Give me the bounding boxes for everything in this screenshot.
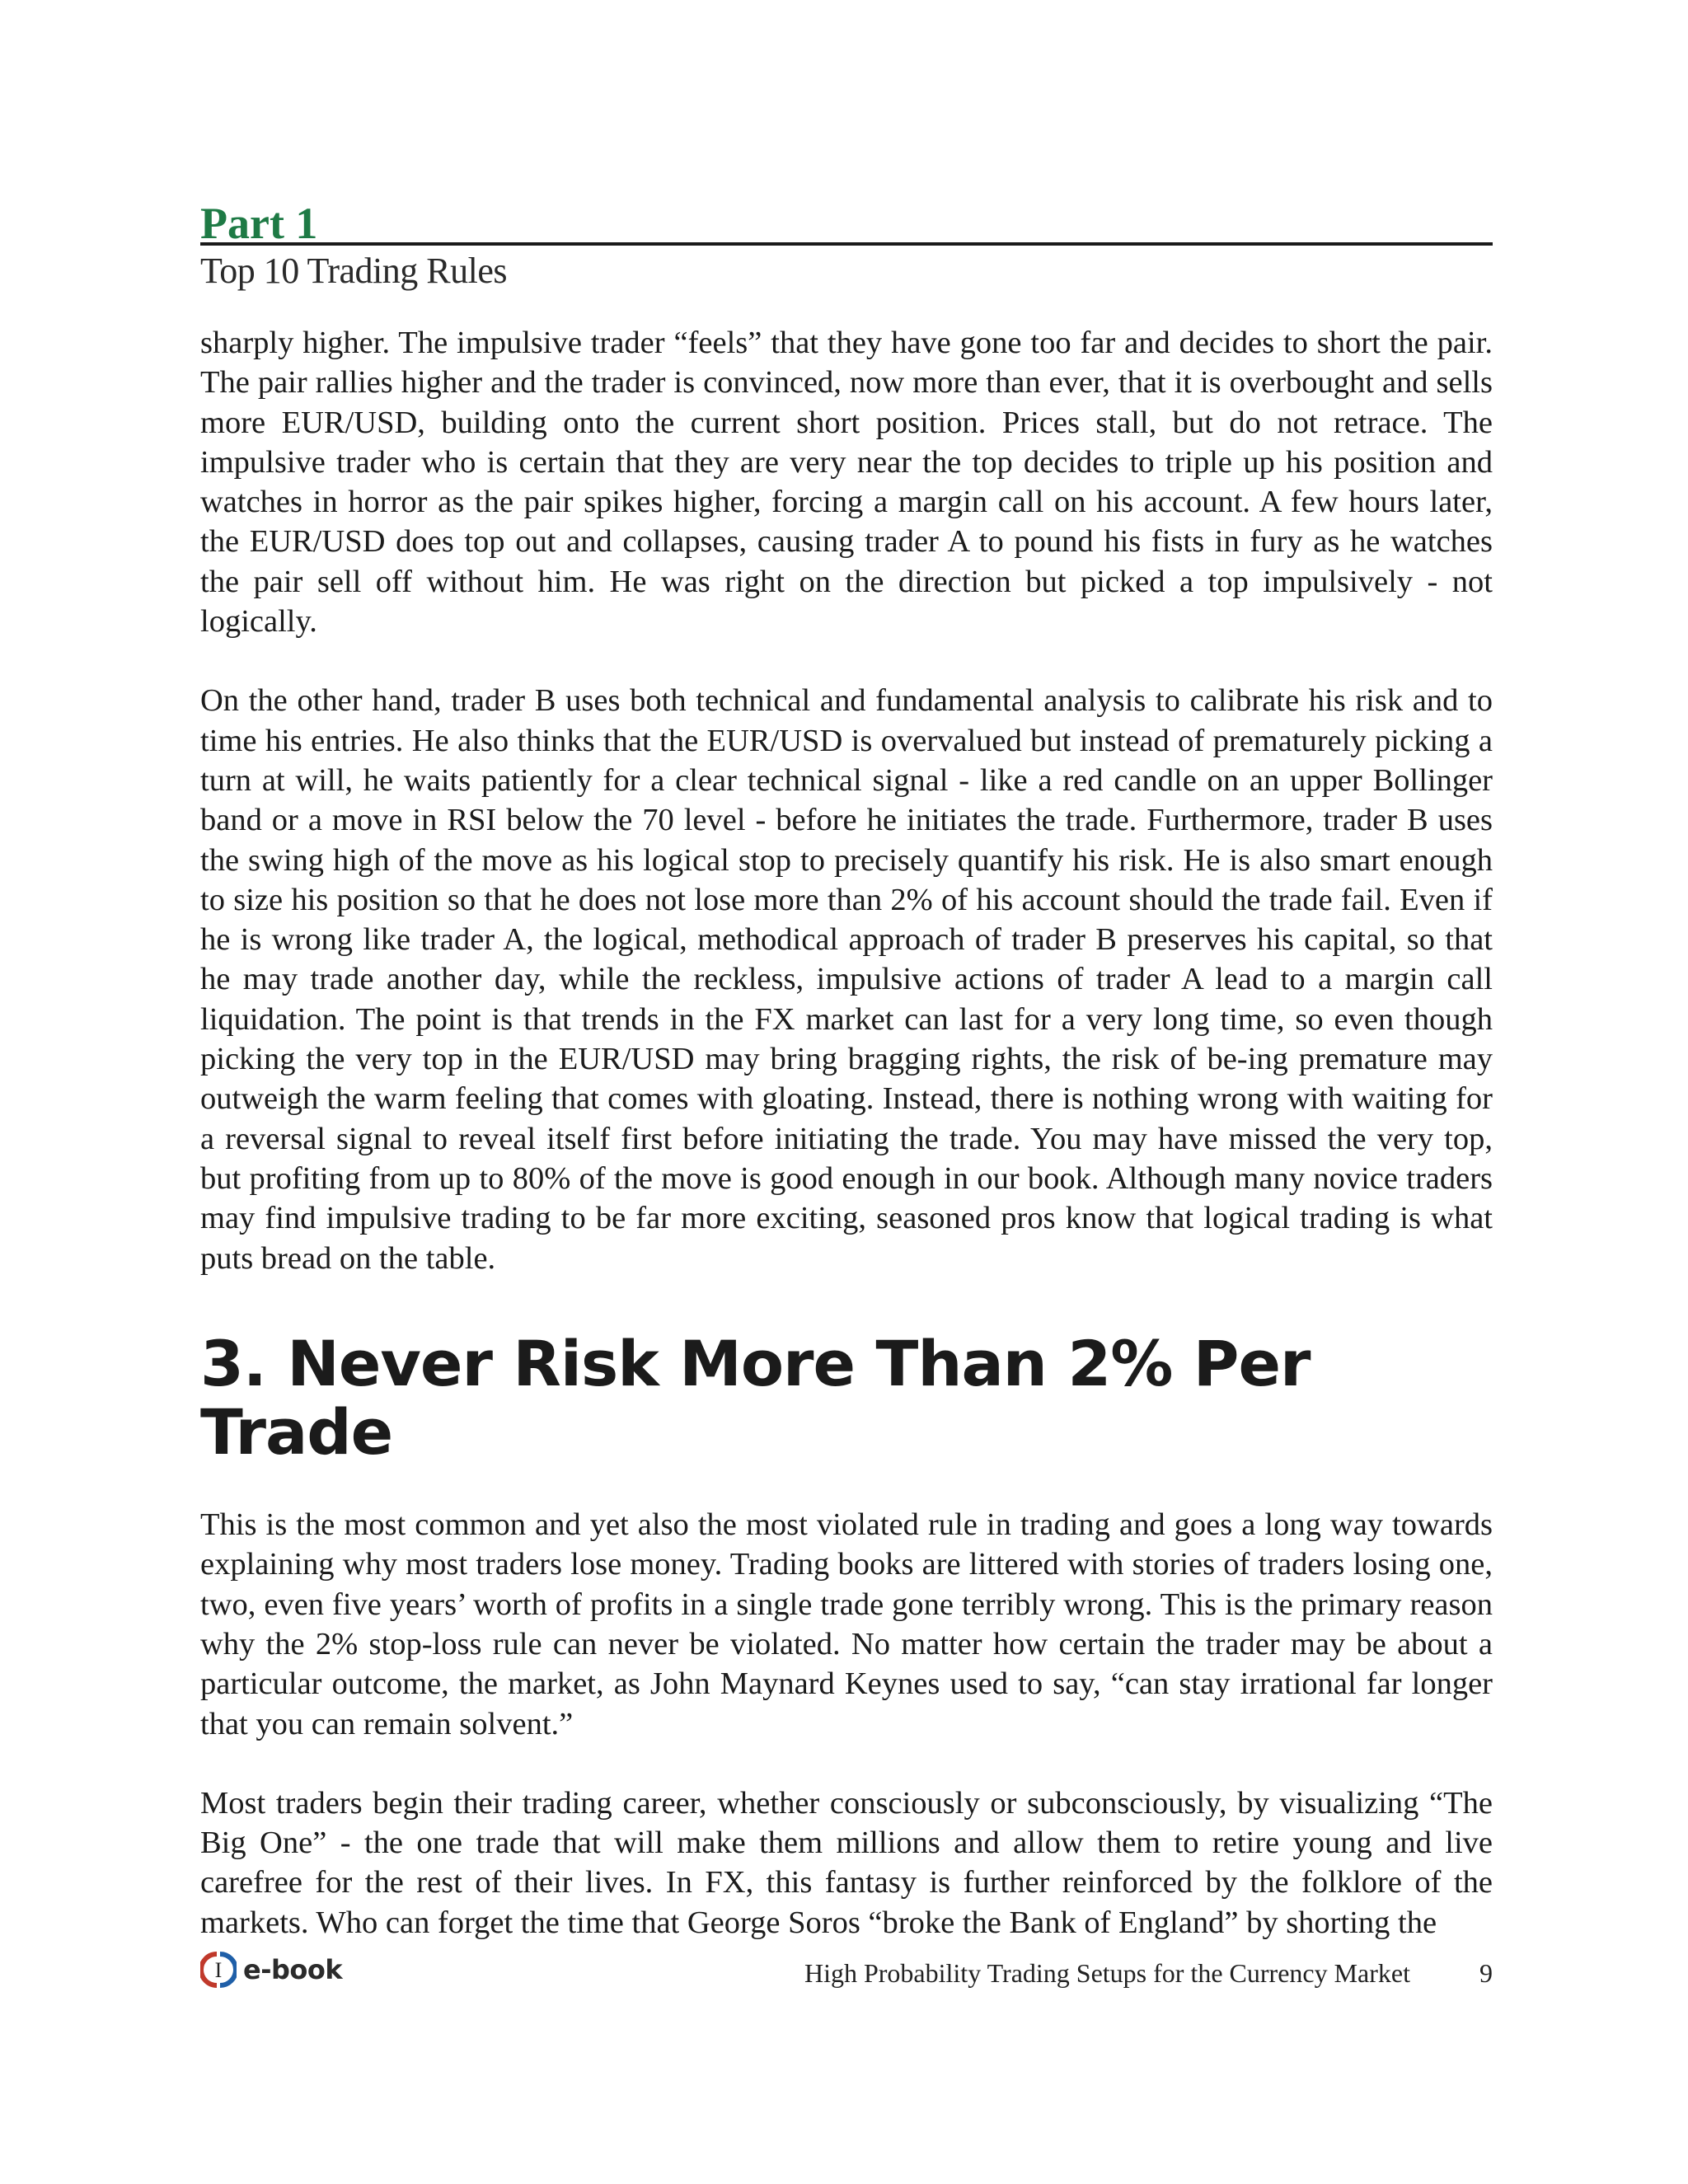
ebook-logo-icon <box>200 1952 237 1988</box>
section-heading: 3. Never Risk More Than 2% Per Trade <box>200 1326 1311 1469</box>
paragraph: On the other hand, trader B uses both technical and fundamental analysis to calibrate his risk and to time his entries. He also thinks that the EUR/USD is overvalued but instead of prematurely picking a turn at will, he waits patiently for a clear technical signal - like a red candle on an upper Bollinger band or a move in RSI below the 70 level - before he initiates the trade. Furthermore, trader B uses the swing high of the move as his logical stop to precisely quantify his risk. He is also smart enough to size his position so that he does not lose more than 2% of his account should the trade fail. Even if he is wrong like trader A, the logical, methodical approach of trader B preserves his capital, so that he may trade another day, while the reckless, impulsive actions of trader A lead to a margin call liquidation. The point is that trends in the FX market can last for a very long time, so even though picking the very top in the EUR/USD may bring bragging rights, the risk of be-ing premature may outweigh the warm feeling that comes with gloating. Instead, there is nothing wrong with waiting for a reversal signal to reveal itself first before initiating the trade. You may have missed the very top, but profiting from up to 80% of the move is good enough in our book. Although many novice traders may find impulsive trading to be far more exciting, seasoned pros know that logical trading is what puts bread on the table. <box>200 683 1493 1276</box>
logo-text: e-book <box>243 1954 343 1985</box>
book-title: High Probability Trading Setups for the Currency Market <box>804 1958 1410 1988</box>
body-content <box>200 323 1493 1943</box>
page-footer <box>200 1948 1493 1994</box>
paragraph: sharply higher. The impulsive trader “feels” that they have gone too far and decides to short the pair. The pair rallies higher and the trader is convinced, now more than ever, that it is overbought and sells more EUR/USD, building onto the current short position. Prices stall, but do not retrace. The impulsive trader who is certain that they are very near the top decides to triple up his position and watches in horror as the pair spikes higher, forcing a margin call on his account. A few hours later, the EUR/USD does top out and collapses, causing trader A to pound his fists in fury as he watches the pair sell off without him. He was right on the direction but picked a top impulsively - not logically. <box>200 326 1493 640</box>
part-title-row <box>200 191 1493 246</box>
logo-letter: I <box>214 1958 223 1982</box>
part-title: Part 1 <box>200 199 318 248</box>
ebook-logo <box>200 1952 342 1988</box>
page-header <box>200 191 1493 293</box>
paragraph: Most traders begin their trading career, whether consciously or subconsciously, by visualizing “The Big One” - the one trade that will make them millions and allow them to retire young and live carefree for the rest of their lives. In FX, this fantasy is further reinforced by the folklore of the markets. Who can forget the time that George Soros “broke the Bank of England” by shorting the <box>200 1785 1493 1940</box>
part-subtitle: Top 10 Trading Rules <box>200 251 507 291</box>
page-number: 9 <box>1479 1958 1493 1988</box>
paragraph: This is the most common and yet also the most violated rule in trading and goes a long way towards explaining why most traders lose money. Trading books are littered with stories of traders losing one, two, even five years’ worth of profits in a single trade gone terribly wrong. This is the primary reason why the 2% stop-loss rule can never be violated. No matter how certain the trader may be about a particular outcome, the market, as John Maynard Keynes used to say, “can stay irrational far longer that you can remain solvent.” <box>200 1507 1493 1741</box>
